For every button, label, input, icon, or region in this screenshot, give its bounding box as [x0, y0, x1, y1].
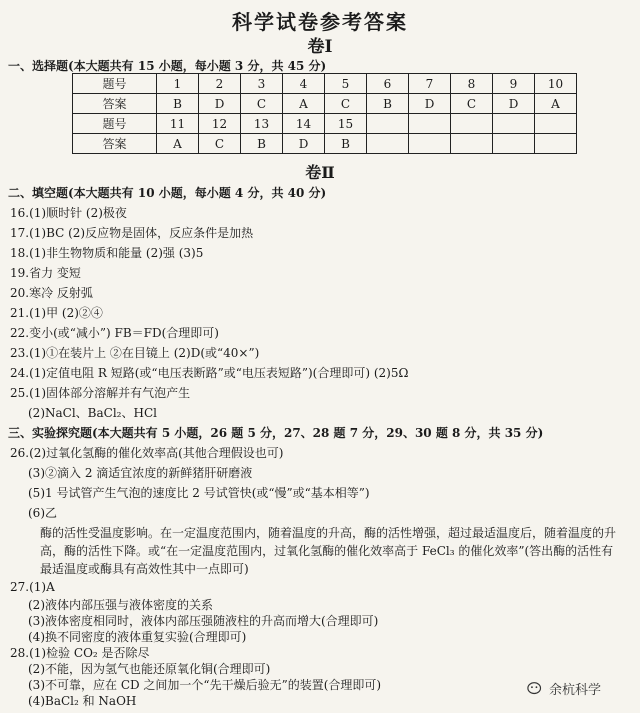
watermark-text: 余杭科学	[549, 683, 602, 698]
table-cell	[367, 114, 409, 134]
table-cell: 6	[367, 74, 409, 94]
table-cell: 13	[241, 114, 283, 134]
table-cell: C	[451, 94, 493, 114]
table-row	[73, 74, 577, 94]
table-cell: D	[199, 94, 241, 114]
volume-1-heading: 卷Ⅰ	[307, 37, 333, 57]
table-cell: D	[493, 94, 535, 114]
table-cell	[493, 134, 535, 154]
table-cell: 15	[325, 114, 367, 134]
table-cell	[493, 114, 535, 134]
table-cell: A	[535, 94, 577, 114]
table-row	[73, 114, 577, 134]
table-cell: 7	[409, 74, 451, 94]
table-cell: D	[409, 94, 451, 114]
table-row	[73, 94, 577, 114]
table-cell: B	[241, 134, 283, 154]
answer-line: (3)②滴入 2 滴适宜浓度的新鲜猪肝研磨液	[28, 466, 253, 480]
page-title: 科学试卷参考答案	[232, 10, 408, 34]
answer-paragraph: 酶的活性受温度影响。在一定温度范围内，随着温度的升高，酶的活性增强，超过最适温度后，随着温度的升高，酶的活性下降。或“在一定温度范围内，过氧化氢酶的催化效率高于 FeCl₃ 的催化效率”(答出酶的活性有最适温度或酶具有高效性其中一点即可)	[40, 526, 617, 576]
watermark	[527, 679, 601, 698]
section-3-heading: 三、实验探究题(本大题共有 5 小题，26 题 5 分，27、28 题 7 分，29、30 题 8 分，共 35 分)	[8, 426, 544, 440]
table-cell: 9	[493, 74, 535, 94]
section-1-heading: 一、选择题(本大题共有 15 小题，每小题 3 分，共 45 分)	[8, 59, 327, 73]
answer-line: (2)NaCl、BaCl₂、HCl	[28, 406, 157, 420]
answer-line: (2)液体内部压强与液体密度的关系	[28, 598, 213, 612]
table-cell: 10	[535, 74, 577, 94]
section-2-heading: 二、填空题(本大题共有 10 小题，每小题 4 分，共 40 分)	[8, 186, 327, 200]
answer-line: 22.变小(或“减小”) FB＝FD(合理即可)	[10, 326, 219, 340]
table-cell: C	[199, 134, 241, 154]
table-cell: 答案	[73, 94, 157, 114]
answer-line: (5)1 号试管产生气泡的速度比 2 号试管快(或“慢”或“基本相等”)	[28, 486, 370, 500]
volume-2-heading: 卷Ⅱ	[305, 163, 335, 182]
table-cell: 14	[283, 114, 325, 134]
answer-line: (3)不可靠，应在 CD 之间加一个“先干燥后验无”的装置(合理即可)	[28, 678, 382, 692]
answer-line: 23.(1)①在装片上 ②在目镜上 (2)D(或“40×”)	[10, 346, 260, 360]
table-cell: D	[283, 134, 325, 154]
answer-line: 21.(1)甲 (2)②④	[10, 306, 103, 320]
answer-line: 19.省力 变短	[10, 266, 81, 280]
answer-line: 20.寒冷 反射弧	[10, 286, 93, 300]
answer-line: 28.(1)检验 CO₂ 是否除尽	[10, 646, 150, 660]
table-cell: A	[157, 134, 199, 154]
answer-line: 25.(1)固体部分溶解并有气泡产生	[10, 386, 191, 400]
answer-line: 18.(1)非生物物质和能量 (2)强 (3)5	[10, 246, 204, 260]
table-cell: 11	[157, 114, 199, 134]
table-cell: B	[367, 94, 409, 114]
table-cell: B	[157, 94, 199, 114]
choice-answer-table	[72, 73, 577, 154]
answer-line: 24.(1)定值电阻 R 短路(或“电压表断路”或“电压表短路”)(合理即可) (2)5Ω	[10, 366, 409, 380]
answer-line: (4)换不同密度的液体重复实验(合理即可)	[28, 630, 247, 644]
table-cell	[451, 134, 493, 154]
answer-line: 27.(1)A	[10, 580, 55, 594]
table-cell: B	[325, 134, 367, 154]
table-cell: 答案	[73, 134, 157, 154]
table-cell	[451, 114, 493, 134]
table-cell: 4	[283, 74, 325, 94]
table-cell: 12	[199, 114, 241, 134]
answer-line: (4)BaCl₂ 和 NaOH	[28, 694, 137, 708]
answer-line: 26.(2)过氧化氢酶的催化效率高(其他合理假设也可)	[10, 446, 284, 460]
table-cell	[535, 114, 577, 134]
table-cell	[367, 134, 409, 154]
table-cell	[409, 134, 451, 154]
wechat-icon	[527, 680, 545, 698]
table-cell: 5	[325, 74, 367, 94]
table-cell: 题号	[73, 114, 157, 134]
table-cell: C	[241, 94, 283, 114]
table-cell: A	[283, 94, 325, 114]
answer-line: (3)液体密度相同时，液体内部压强随液柱的升高而增大(合理即可)	[28, 614, 379, 628]
table-cell: C	[325, 94, 367, 114]
table-cell: 题号	[73, 74, 157, 94]
answer-line: (6)乙	[28, 506, 57, 520]
table-cell: 3	[241, 74, 283, 94]
answer-line: (2)不能，因为氢气也能还原氧化铜(合理即可)	[28, 662, 271, 676]
table-cell: 8	[451, 74, 493, 94]
table-cell	[535, 134, 577, 154]
table-row	[73, 134, 577, 154]
table-cell: 1	[157, 74, 199, 94]
answer-line: 16.(1)顺时针 (2)极夜	[10, 206, 127, 220]
answer-line: 17.(1)BC (2)反应物是固体，反应条件是加热	[10, 226, 254, 240]
table-cell: 2	[199, 74, 241, 94]
table-cell	[409, 114, 451, 134]
